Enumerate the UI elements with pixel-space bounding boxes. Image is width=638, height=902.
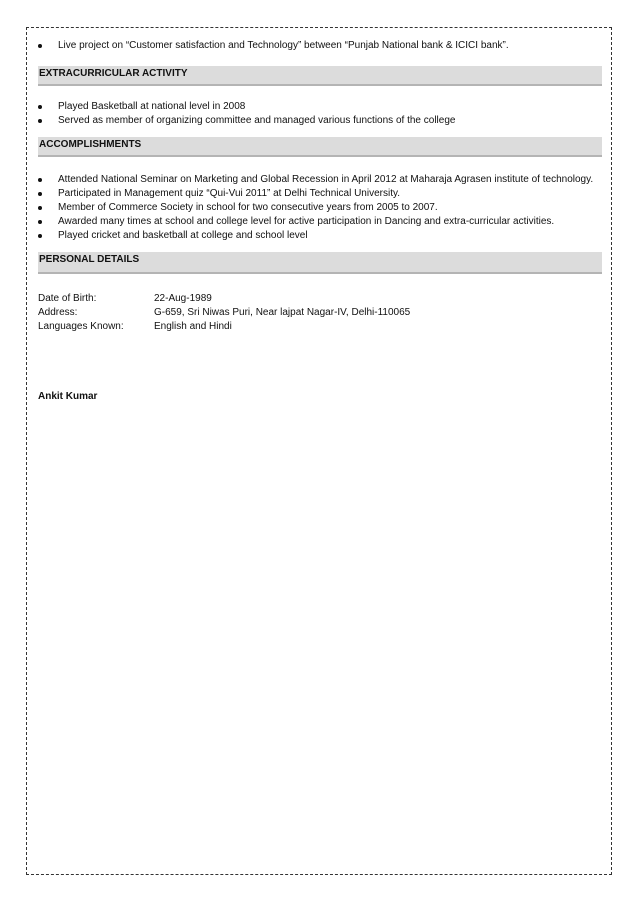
list-item: Played Basketball at national level in 2008 — [38, 100, 602, 114]
list-item: Participated in Management quiz “Qui-Vui 2011” at Delhi Technical University. — [38, 187, 602, 201]
list-item: Attended National Seminar on Marketing and Global Recession in April 2012 at Maharaja Agrasen institute of technology. — [38, 173, 602, 187]
accomplishments-list — [38, 173, 602, 243]
signature-name: Ankit Kumar — [38, 391, 98, 402]
section-header-accomplishments: ACCOMPLISHMENTS — [38, 137, 602, 157]
resume-content — [38, 38, 602, 404]
list-item: Played cricket and basketball at college and school level — [38, 229, 602, 243]
details-label: Date of Birth: — [38, 293, 97, 304]
details-value: 22-Aug-1989 — [154, 293, 212, 304]
details-row-address — [38, 306, 602, 320]
details-row-languages — [38, 320, 602, 334]
list-item: Served as member of organizing committee and managed various functions of the college — [38, 114, 602, 128]
list-item: Live project on “Customer satisfaction and Technology” between “Punjab National bank & ICICI bank”. — [38, 39, 602, 53]
extracurricular-list — [38, 100, 602, 128]
project-list — [38, 39, 602, 53]
list-item: Awarded many times at school and college level for active participation in Dancing and extra-curricular activities. — [38, 215, 602, 229]
details-label: Languages Known: — [38, 321, 124, 332]
details-row-dob — [38, 292, 602, 306]
details-label: Address: — [38, 307, 78, 318]
section-header-personal-details: PERSONAL DETAILS — [38, 252, 602, 274]
details-value: English and Hindi — [154, 321, 232, 332]
details-value: G-659, Sri Niwas Puri, Near lajpat Nagar-IV, Delhi-110065 — [154, 307, 411, 318]
list-item: Member of Commerce Society in school for two consecutive years from 2005 to 2007. — [38, 201, 602, 215]
section-header-extracurricular: EXTRACURRICULAR ACTIVITY — [38, 66, 602, 86]
personal-details — [38, 292, 602, 334]
